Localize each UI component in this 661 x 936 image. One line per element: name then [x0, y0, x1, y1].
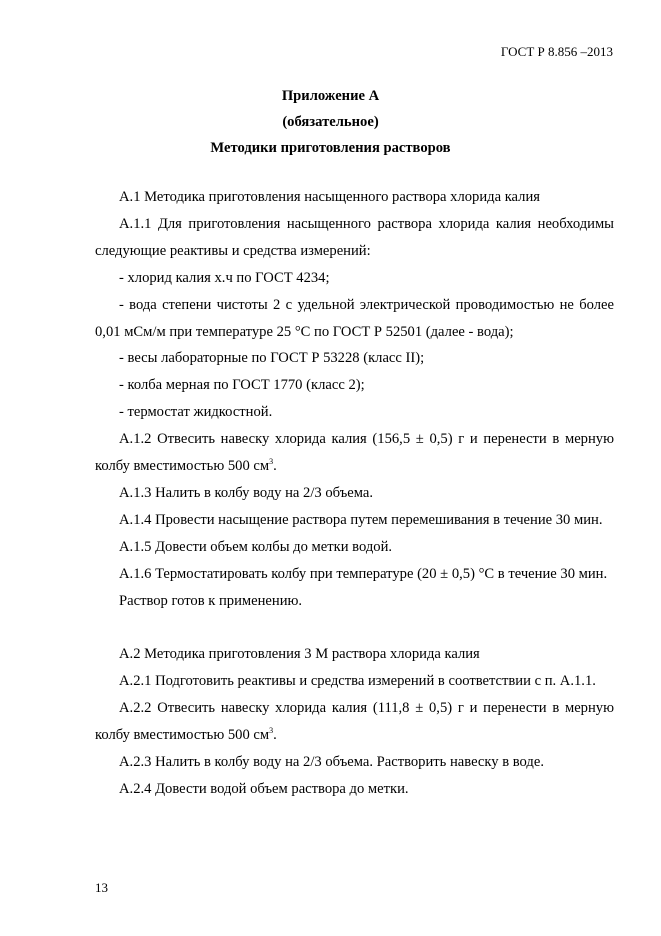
paragraph-a2-3: А.2.3 Налить в колбу воду на 2/3 объема. Растворить навеску в воде.	[119, 754, 544, 771]
section-gap	[95, 615, 614, 642]
appendix-subtitle: Методики приготовления растворов	[210, 140, 451, 156]
paragraph-a1-2	[95, 426, 614, 480]
appendix-status: (обязательное)	[282, 114, 379, 130]
section-a1-heading: А.1 Методика приготовления насыщенного раствора хлорида калия	[119, 189, 540, 205]
paragraph-a1-1: А.1.1 Для приготовления насыщенного раствора хлорида калия необходимы следующие реактивы и средства измерений:	[95, 215, 614, 259]
body-text	[95, 184, 614, 803]
section-a2-heading: А.2 Методика приготовления 3 М раствора хлорида калия	[119, 646, 480, 663]
cubic-superscript: 3	[269, 457, 274, 467]
paragraph-a2-1: А.2.1 Подготовить реактивы и средства измерений в соответствии с п. А.1.1.	[119, 673, 596, 690]
paragraph-a1-5: А.1.5 Довести объем колбы до метки водой.	[119, 538, 393, 555]
paragraph-a1-2-end: .	[273, 458, 277, 475]
appendix-title: Приложение А	[281, 88, 380, 104]
paragraph-a2-4: А.2.4 Довести водой объем раствора до метки.	[119, 780, 409, 797]
paragraph-a2-2-end: .	[273, 727, 277, 744]
list-item-reagent-2: - вода степени чистоты 2 с удельной электрической проводимостью не более 0,01 мСм/м при температуре 25 °С по ГОСТ Р 52501 (далее - вода);	[95, 296, 614, 340]
cubic-superscript: 3	[269, 726, 274, 736]
page-number: 13	[95, 880, 108, 895]
paragraph-a1-4: А.1.4 Провести насыщение раствора путем перемешивания в течение 30 мин.	[119, 511, 603, 528]
document-header-id: ГОСТ Р 8.856 –2013	[500, 44, 613, 59]
paragraph-a1-3: А.1.3 Налить в колбу воду на 2/3 объема.	[119, 484, 374, 501]
paragraph-a1-6: А.1.6 Термостатировать колбу при температуре (20 ± 0,5) °С в течение 30 мин.	[119, 565, 608, 582]
list-item-reagent-1: - хлорид калия х.ч по ГОСТ 4234;	[119, 269, 330, 286]
paragraph-a1-2-text: А.1.2 Отвесить навеску хлорида калия (156,5 ± 0,5) г и перенести в мерную колбу вместимостью 500 см	[95, 431, 614, 475]
list-item-reagent-5: - термостат жидкостной.	[119, 404, 273, 421]
paragraph-a1-7: Раствор готов к применению.	[119, 592, 303, 609]
list-item-reagent-4: - колба мерная по ГОСТ 1770 (класс 2);	[119, 377, 365, 394]
list-item-reagent-3: - весы лабораторные по ГОСТ Р 53228 (класс II);	[119, 350, 425, 367]
paragraph-a2-2	[95, 695, 614, 749]
paragraph-a2-2-text: А.2.2 Отвесить навеску хлорида калия (111,8 ± 0,5) г и перенести в мерную колбу вместимостью 500 см	[95, 700, 614, 744]
